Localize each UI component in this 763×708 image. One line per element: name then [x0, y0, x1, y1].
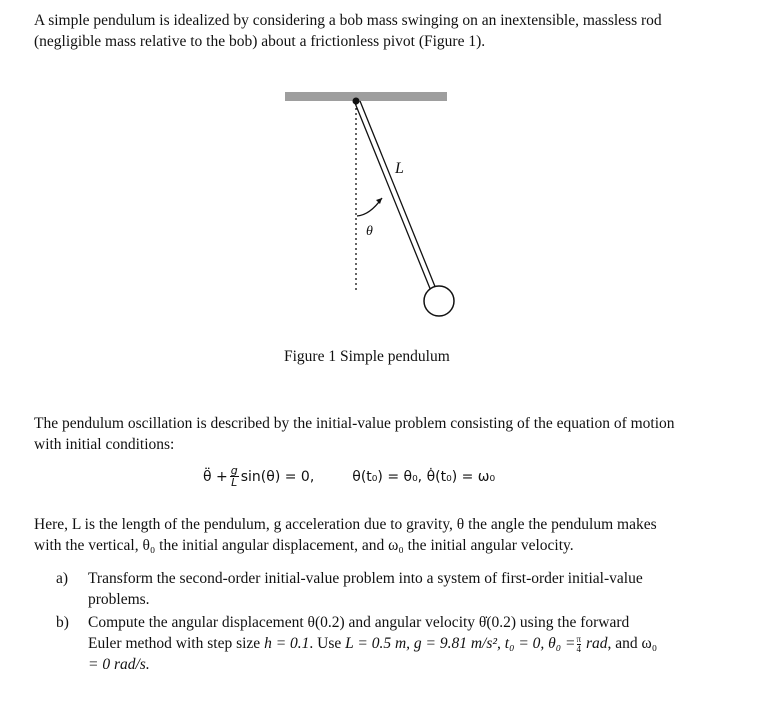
intro-paragraph	[34, 10, 734, 52]
length-label: L	[395, 160, 404, 177]
problem-line-2: with initial conditions:	[34, 436, 175, 453]
item-a-line-2: problems.	[88, 591, 150, 608]
definitions-line-2: with the vertical, θ₀ the initial angular displacement, and ω₀ the initial angular velocity.	[34, 537, 574, 554]
problem-line-1: The pendulum oscillation is described by the initial-value problem consisting of the equation of motion	[34, 415, 675, 432]
definitions-line-1: Here, L is the length of the pendulum, g acceleration due to gravity, θ the angle the pendulum makes	[34, 516, 657, 533]
pi-denominator: 4	[576, 643, 582, 654]
intro-line-2: (negligible mass relative to the bob) about a frictionless pivot (Figure 1).	[34, 33, 486, 50]
item-b-text-c: . Use	[309, 635, 346, 652]
item-b-line-3: = 0 rad/s.	[88, 656, 150, 673]
intro-line-1: A simple pendulum is idealized by considering a bob mass swinging on an inextensible, massless rod	[34, 12, 662, 29]
problem-paragraph	[34, 413, 734, 455]
pendulum-rod-edge-right	[360, 101, 436, 289]
pi-numerator: π	[576, 633, 582, 644]
item-b-rad-unit: rad	[582, 635, 608, 652]
item-b-step-size: h = 0.1	[264, 635, 310, 652]
equation-lhs-start: θ̈ +	[203, 468, 228, 485]
pendulum-rod-edge-left	[355, 103, 431, 291]
item-a-line-1: Transform the second-order initial-value problem into a system of first-order initial-value	[88, 570, 643, 587]
list-marker-a: a)	[56, 570, 69, 587]
item-b-parameters: L = 0.5 m, g = 9.81 m/s², t₀ = 0, θ₀ =	[345, 635, 576, 652]
fraction-denominator: L	[231, 476, 238, 489]
fraction-numerator: g	[230, 464, 238, 477]
item-b-text-f: , and ω₀	[607, 635, 658, 652]
angle-label: θ	[366, 224, 373, 239]
pendulum-bob	[424, 286, 454, 316]
ceiling-bar	[285, 92, 447, 101]
list-marker-b: b)	[56, 614, 69, 631]
angle-arc-arrowhead	[376, 198, 382, 204]
equation-of-motion	[203, 465, 495, 488]
equation-lhs-end: sin(θ) = 0,	[240, 468, 315, 485]
pendulum-diagram	[280, 88, 460, 328]
pi-over-four-fraction	[577, 635, 582, 654]
g-over-l-fraction	[230, 465, 239, 488]
definitions-paragraph	[34, 514, 734, 556]
figure-caption: Figure 1 Simple pendulum	[284, 348, 450, 365]
pendulum-figure	[280, 88, 460, 328]
item-b-text-a: Euler method with step size	[88, 635, 265, 652]
item-b-line-1: Compute the angular displacement θ(0.2) and angular velocity θ̇(0.2) using the forward	[88, 614, 630, 631]
item-b-line-2	[88, 633, 718, 654]
initial-conditions: θ(t₀) = θ₀, θ̇(t₀) = ω₀	[352, 468, 496, 485]
